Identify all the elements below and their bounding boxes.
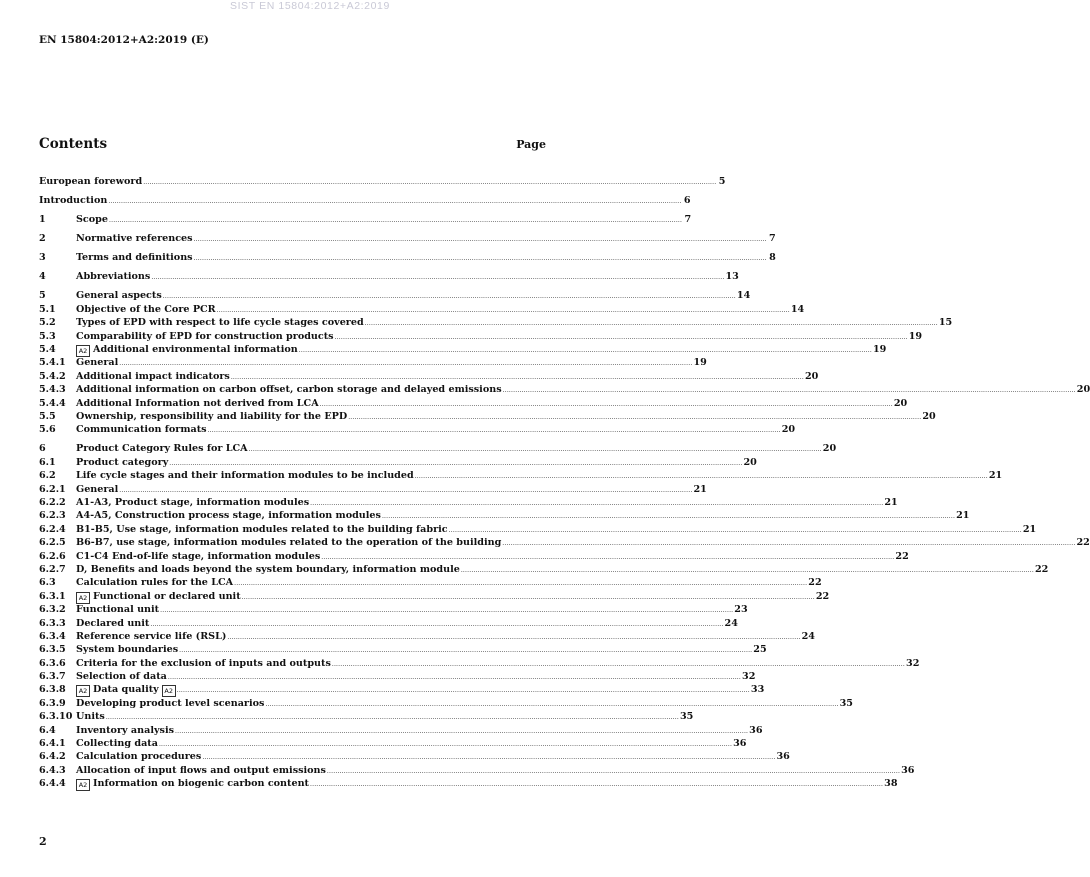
toc-entry-title: Ownership, responsibility and liability for the EPD [76,410,348,422]
toc-entry[interactable] [39,710,694,723]
toc-entry-title: Comparability of EPD for construction products [76,330,334,342]
toc-entry-title-wrap [76,710,105,723]
toc-entry-page: 24 [724,617,738,629]
toc-entry-page: 8 [769,252,776,264]
toc-entry-title-wrap [76,456,168,469]
toc-entry-title-wrap [76,536,501,549]
toc-entry-title: Data quality [93,684,159,696]
dot-leader [119,483,692,497]
toc-entry[interactable] [39,496,898,509]
toc-entry-title: General [76,357,119,369]
toc-entry-number: 6.3.2 [39,604,66,616]
amendment-start-icon: A2 [76,779,90,791]
toc-entry-number: 6.3.7 [39,671,66,683]
toc-entry-page: 21 [1022,523,1037,535]
toc-entry-title: Additional impact indicators [76,370,230,382]
toc-entry-page: 23 [734,604,748,616]
toc-entry-title: Additional information on carbon offset, carbon storage and delayed emissions [76,384,502,396]
dot-leader [168,670,741,684]
toc-entry-page: 20 [893,397,908,409]
toc-entry[interactable] [39,330,923,343]
toc-entry[interactable] [39,370,819,383]
dot-leader [194,251,767,265]
toc-entry-number: 4 [39,271,46,283]
toc-entry-title-wrap [76,643,178,656]
toc-entry-number: 6.4.1 [39,738,66,750]
toc-entry-title-wrap [76,251,193,264]
toc-entry-title: Calculation rules for the LCA [76,577,234,589]
toc-entry-page: 19 [693,357,707,369]
toc-entry-page: 13 [725,271,739,283]
toc-entry-title-wrap [76,590,241,604]
toc-entry-title-wrap [76,496,309,509]
dot-leader [108,194,681,208]
toc-entry-page: 21 [988,470,1003,482]
toc-entry[interactable] [39,175,726,188]
toc-entry[interactable] [39,251,776,264]
toc-entry-number: 6.3.9 [39,697,66,709]
toc-entry-title-wrap [76,657,331,670]
toc-entry-number: 5.4.2 [39,370,66,382]
dot-leader [461,563,1034,577]
dot-leader [503,383,1076,397]
dot-leader [175,724,748,738]
toc-entry[interactable] [39,509,970,522]
dot-leader [365,316,938,330]
dot-leader [449,523,1022,537]
toc-entry[interactable] [39,397,908,410]
dot-leader [217,303,790,317]
dot-leader [150,617,723,631]
toc-entry-title: Calculation procedures [76,751,202,763]
toc-entry-number: 6.4.4 [39,778,66,790]
dot-leader [159,737,732,751]
toc-entry-title: B1-B5, Use stage, information modules related to the building fabric [76,523,448,535]
toc-entry-page: 21 [956,510,970,522]
toc-entry-title: A4-A5, Construction process stage, information modules [76,510,381,522]
toc-entry-number: 5.5 [39,410,56,422]
toc-entry-page: 36 [749,724,763,736]
dot-leader [327,764,900,778]
toc-entry-number: 6.2.7 [39,563,66,575]
toc-entry-title: Selection of data [76,671,167,683]
toc-entry-page: 15 [938,317,953,329]
toc-entry-title: D, Benefits and loads beyond the system boundary, information module [76,563,460,575]
toc-entry-title-wrap [76,330,334,343]
toc-entry-title: General [76,483,119,495]
toc-entry-number: 1 [39,214,46,226]
toc-entry[interactable] [39,483,707,496]
toc-entry-page: 20 [743,456,757,468]
dot-leader [160,603,733,617]
dot-leader [332,657,905,671]
toc-entry-page: 35 [680,711,694,723]
dot-leader [177,683,750,697]
toc-entry[interactable] [39,356,707,369]
toc-entry[interactable] [39,630,815,643]
toc-entry[interactable] [39,270,739,283]
toc-entry-page: 20 [1076,384,1090,396]
toc-entry[interactable] [39,456,757,469]
toc-entry-title-wrap [76,764,326,777]
dot-leader [348,410,921,424]
toc-entry-page: 14 [736,290,751,302]
toc-entry-title-wrap [76,550,320,563]
toc-entry-page: 25 [753,644,767,656]
toc-entry-title: Additional environmental information [93,344,298,356]
toc-entry-number: 5.4 [39,344,56,356]
toc-entry-number: 6.3.6 [39,657,66,669]
toc-entry-title: Terms and definitions [76,252,193,264]
toc-entry-title-wrap [76,523,448,536]
toc-entry-title-wrap [76,356,118,369]
page-column-label: Page [516,138,546,151]
toc-entry-title: Declared unit [76,617,150,629]
toc-entry-title: Product category [76,456,169,468]
toc-entry-title: Inventory analysis [76,724,174,736]
toc-entry-page: 38 [884,778,898,790]
toc-entry-number: 5.4.3 [39,384,66,396]
toc-entry-page: 22 [808,577,822,589]
toc-entry-page: 7 [769,233,776,245]
watermark: SIST EN 15804:2012+A2:2019 [230,0,390,12]
toc-entry[interactable] [39,777,898,790]
toc-entry-title-wrap [76,316,364,329]
document-id: EN 15804:2012+A2:2019 (E) [39,34,209,46]
toc-entry[interactable] [39,536,1090,549]
toc-entry-number: 5.1 [39,303,56,315]
toc-entry-number: 3 [39,252,46,264]
dot-leader [249,442,822,456]
contents-heading: Contents [39,136,108,152]
toc-entry-page: 6 [683,195,691,207]
toc-entry[interactable] [39,764,915,777]
toc-entry-number: 6.1 [39,456,56,468]
toc-entry[interactable] [39,289,751,302]
dot-leader [151,270,724,284]
toc-entry-page: 14 [790,303,805,315]
dot-leader [169,456,742,470]
toc-entry-title: Types of EPD with respect to life cycle stages covered [76,317,364,329]
toc-entry-number: 5.4.1 [39,357,66,369]
toc-entry-number: 6.3.5 [39,644,66,656]
toc-entry[interactable] [39,643,767,656]
toc-entry[interactable] [39,750,790,763]
dot-leader [310,496,883,510]
toc-entry[interactable] [39,603,748,616]
toc-entry[interactable] [39,213,692,226]
toc-entry-page: 19 [908,330,923,342]
toc-entry-title-wrap [76,724,174,737]
toc-entry-title-wrap [76,697,264,710]
toc-entry-title-wrap [76,603,159,616]
page-number: 2 [39,835,47,848]
amendment-end-icon: A2 [162,685,176,697]
toc-entry-title-wrap [76,442,248,455]
dot-leader [265,697,838,711]
toc-entry-page: 32 [742,671,756,683]
toc-entry-title: Introduction [39,195,108,207]
toc-entry-title: Communication formats [76,424,207,436]
toc-entry-title: Criteria for the exclusion of inputs and outputs [76,657,331,669]
toc-entry-number: 6.2.2 [39,497,66,509]
toc-entry-title-wrap [76,270,150,283]
toc-entry[interactable] [39,469,1003,482]
toc-entry-number: 6.3 [39,577,56,589]
toc-entry-number: 6 [39,443,46,455]
dot-leader [299,343,872,357]
toc-entry-title-wrap [76,370,230,383]
toc-entry-title: Functional or declared unit [93,590,241,602]
toc-entry-title-wrap [76,683,176,697]
toc-entry-page: 22 [1076,537,1090,549]
dot-leader [202,750,775,764]
toc-entry-title: Objective of the Core PCR [76,303,216,315]
dot-leader [179,643,752,657]
toc-entry-number: 6.2.5 [39,537,66,549]
dot-leader [234,576,807,590]
toc-entry-title-wrap [76,303,216,316]
dot-leader [415,469,988,483]
toc-entry-number: 2 [39,233,46,245]
dot-leader [109,213,682,227]
toc-entry[interactable] [39,683,765,696]
toc-entry-title: C1-C4 End-of-life stage, information modules [76,550,321,562]
toc-entry-title-wrap [76,213,108,226]
toc-entry[interactable] [39,303,805,316]
toc-entry-title-wrap [76,670,167,683]
toc-entry-title: Collecting data [76,738,158,750]
toc-entry-number: 6.2.4 [39,523,66,535]
toc-entry-title: Life cycle stages and their information modules to be included [76,470,414,482]
toc-entry-page: 20 [922,410,936,422]
toc-entry-title: Reference service life (RSL) [76,630,227,642]
toc-entry-number: 6.2.3 [39,510,66,522]
toc-entry-page: 36 [776,751,790,763]
toc-entry-number: 6.4 [39,724,56,736]
toc-entry-title-wrap [76,289,162,302]
toc-entry-title: Units [76,711,105,723]
dot-leader [106,710,679,724]
toc-entry-title: European foreword [39,176,143,187]
dot-leader [227,630,800,644]
toc-entry-number: 5.2 [39,317,56,329]
toc-entry-number: 6.4.3 [39,764,66,776]
toc-entry-title-wrap [76,383,502,396]
toc-entry-page: 21 [693,483,707,495]
toc-entry-page: 35 [839,697,853,709]
toc-entry-title: General aspects [76,290,162,302]
toc-entry-number: 6.2 [39,470,56,482]
dot-leader [382,509,955,523]
toc-entry-title: Product Category Rules for LCA [76,443,248,455]
toc-entry-title-wrap [76,617,149,630]
dot-leader [321,550,894,564]
toc-entry-title-wrap [76,423,207,436]
dot-leader [143,175,716,189]
toc-entry[interactable] [39,343,887,356]
toc-entry-page: 22 [895,550,909,562]
toc-entry-page: 21 [884,497,898,509]
toc-entry-page: 36 [901,764,915,776]
toc-entry[interactable] [39,724,763,737]
toc-entry-title: B6-B7, use stage, information modules related to the operation of the building [76,537,502,549]
toc-entry-title: A1-A3, Product stage, information modules [76,497,310,509]
dot-leader [320,397,893,411]
dot-leader [208,423,781,437]
toc-entry-page: 36 [733,738,747,750]
amendment-start-icon: A2 [76,592,90,604]
dot-leader [163,289,736,303]
dot-leader [242,590,815,604]
toc-entry[interactable] [39,194,691,207]
toc-entry-title: Information on biogenic carbon content [93,778,309,790]
toc-entry-title: System boundaries [76,644,179,656]
toc-entry-page: 20 [804,370,819,382]
dot-leader [502,536,1075,550]
toc-entry-number: 5.6 [39,424,56,436]
toc-entry-number: 6.3.8 [39,684,66,696]
toc-entry-title: Functional unit [76,604,160,616]
toc-entry[interactable] [39,617,738,630]
toc-entry-page: 5 [718,176,726,187]
toc-entry[interactable] [39,657,920,670]
toc-entry-number: 6.4.2 [39,751,66,763]
toc-entry-title-wrap [76,397,319,410]
toc-entry-title-wrap [76,777,309,791]
dot-leader [194,232,767,246]
toc-entry-number: 6.2.1 [39,483,66,495]
toc-entry-page: 32 [906,657,920,669]
toc-entry[interactable] [39,423,796,436]
toc-entry[interactable] [39,670,756,683]
amendment-start-icon: A2 [76,685,90,697]
toc-entry[interactable] [39,576,822,589]
toc-entry-title-wrap [76,469,414,482]
toc-entry[interactable] [39,410,936,423]
toc-entry-page: 19 [872,344,887,356]
toc-entry-number: 6.3.3 [39,617,66,629]
toc-entry[interactable] [39,383,1090,396]
toc-entry-title: Abbreviations [76,271,151,283]
toc-entry-title-wrap [76,410,347,423]
toc-entry-title-wrap [76,509,381,522]
toc-entry-number: 6.3.10 [39,711,73,723]
toc-entry-title-wrap [39,175,142,188]
toc-entry-number: 5 [39,290,46,302]
toc-entry-page: 33 [750,684,765,696]
toc-entry-page: 22 [1035,563,1049,575]
toc-entry-number: 6.3.1 [39,590,66,602]
toc-entry-title-wrap [76,483,118,496]
toc-entry-number: 6.3.4 [39,630,66,642]
toc-entry-page: 20 [781,424,796,436]
toc-entry-page: 20 [822,443,837,455]
toc-entry-title-wrap [39,194,107,207]
toc-entry[interactable] [39,550,909,563]
toc-entry-title-wrap [76,576,233,589]
toc-entry-title-wrap [76,737,158,750]
toc-entry-title-wrap [76,563,460,576]
toc-entry-title-wrap [76,232,193,245]
dot-leader [335,330,908,344]
toc-entry-number: 5.3 [39,330,56,342]
dot-leader [119,356,692,370]
toc-entry-number: 6.2.6 [39,550,66,562]
toc-entry-title: Scope [76,214,108,226]
toc-entry[interactable] [39,316,953,329]
toc-entry[interactable] [39,232,776,245]
toc-entry-title: Developing product level scenarios [76,697,265,709]
toc-entry[interactable] [39,442,837,455]
toc-entry-page: 24 [801,630,815,642]
toc-entry-page: 22 [815,590,830,602]
toc-entry[interactable] [39,523,1037,536]
toc-entry[interactable] [39,563,1049,576]
dot-leader [231,370,804,384]
toc-entry[interactable] [39,697,853,710]
toc-entry-title-wrap [76,630,226,643]
amendment-start-icon: A2 [76,345,90,357]
toc-entry-title-wrap [76,343,298,357]
toc-entry[interactable] [39,737,747,750]
toc-entry-page: 7 [684,214,692,226]
dot-leader [310,777,883,791]
table-of-contents [39,175,1090,791]
toc-entry[interactable] [39,590,830,603]
toc-entry-title: Normative references [76,233,193,245]
toc-entry-number: 5.4.4 [39,397,66,409]
toc-entry-title: Allocation of input flows and output emissions [76,764,326,776]
toc-entry-title-wrap [76,750,201,763]
toc-entry-title: Additional Information not derived from LCA [76,397,319,409]
